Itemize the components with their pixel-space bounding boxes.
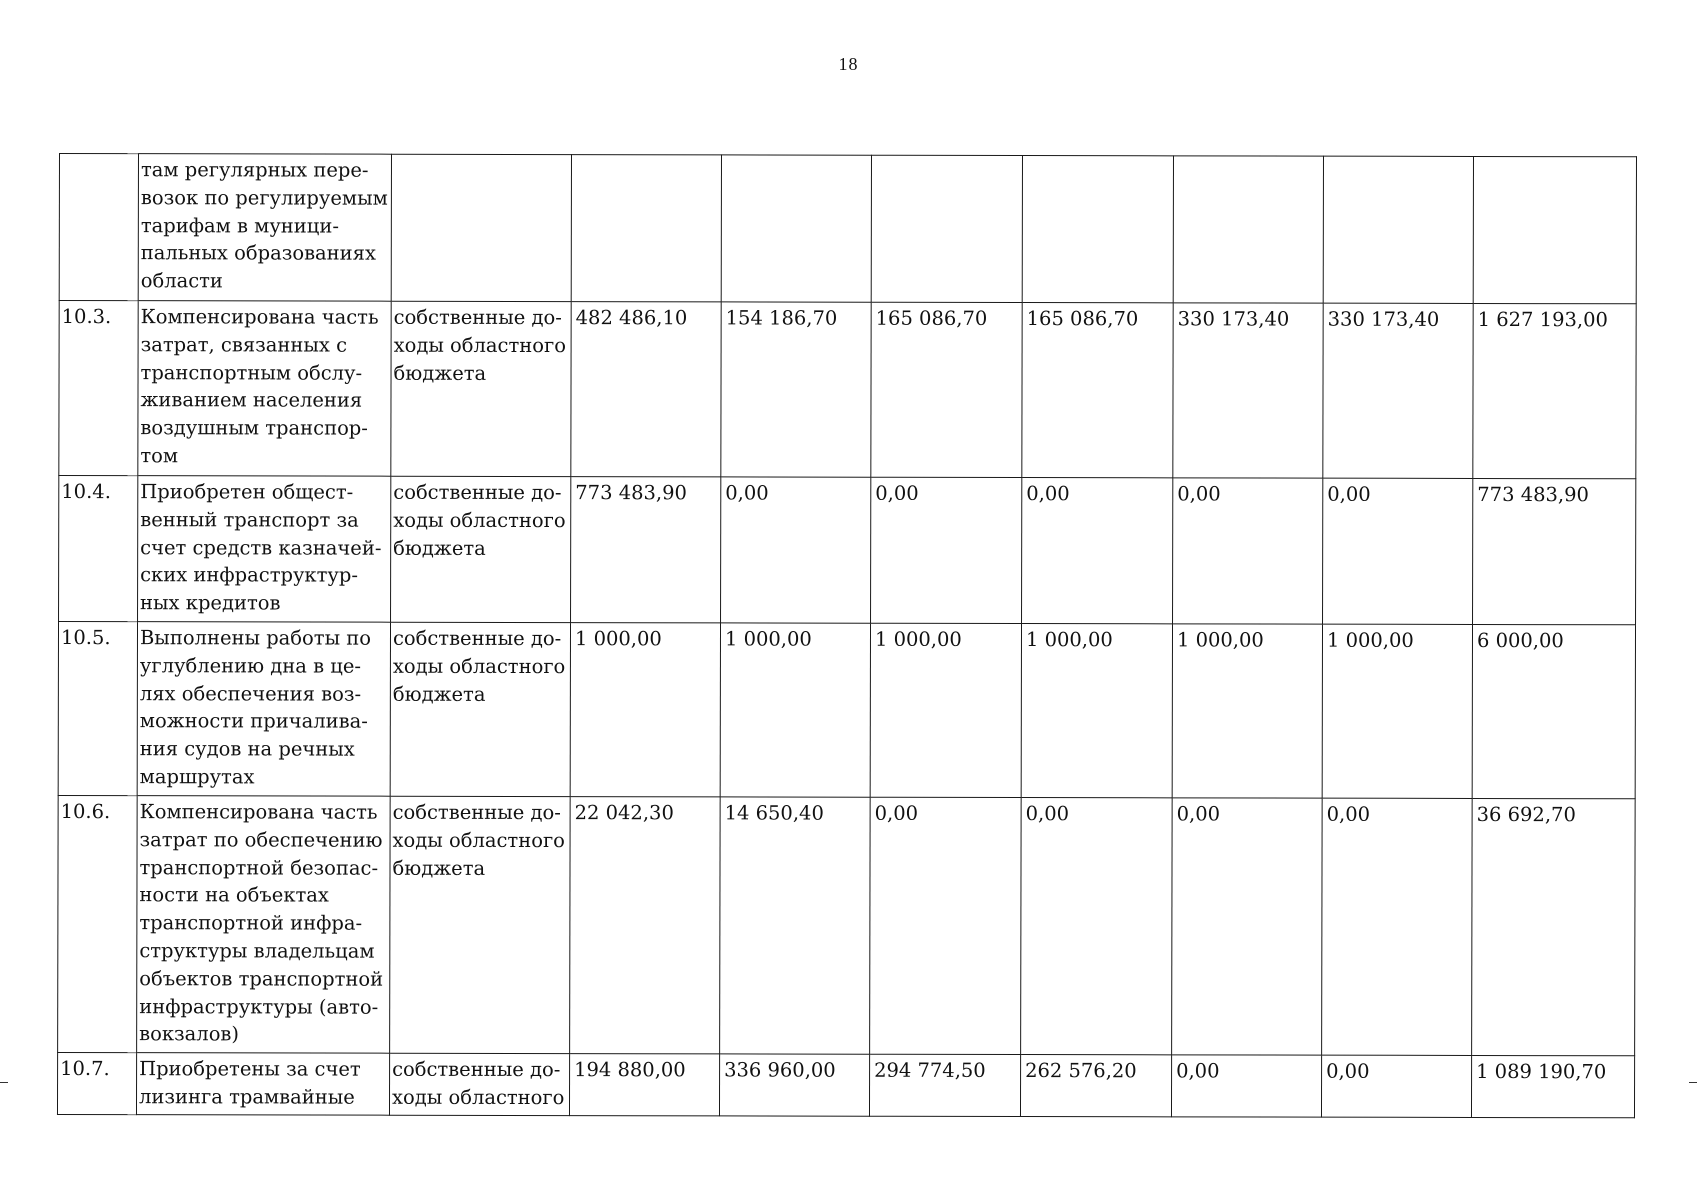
funding-source-line: ходы областного [393, 508, 566, 532]
result-text-line: Компенсирована часть [139, 800, 378, 824]
value-2021-cell: 194 880,00 [569, 1054, 719, 1116]
table-body [57, 154, 1636, 1118]
value-total-cell: 36 692,70 [1472, 798, 1636, 1055]
value-2024-cell: 0,00 [1021, 798, 1173, 1055]
result-text-line: углублению дна в це- [139, 653, 362, 678]
value-2022-cell: 154 186,70 [721, 302, 871, 477]
result-cell [138, 301, 391, 477]
result-text-line: затрат, связанных с [140, 332, 348, 357]
value-2021-cell: 773 483,90 [571, 477, 721, 623]
row-number-cell: 10.4. [59, 476, 138, 622]
value-2026-cell: 330 173,40 [1323, 303, 1473, 478]
funding-source-cell [390, 622, 570, 796]
value-2022-cell: 336 960,00 [719, 1054, 869, 1116]
row-number-cell: 10.3. [59, 301, 138, 476]
value-2023-cell: 165 086,70 [871, 302, 1022, 477]
result-text-line: счет средств казначей- [140, 535, 382, 560]
value-2026-cell: 0,00 [1321, 1055, 1471, 1117]
right-edge-mark [1689, 1082, 1697, 1083]
value-2022-cell: 0,00 [721, 477, 871, 623]
result-text-line: маршрутах [139, 765, 255, 789]
value-2021-cell: 1 000,00 [570, 623, 720, 797]
value-2022-cell [721, 155, 871, 302]
result-text-line: Компенсирована часть [140, 305, 379, 329]
value-total-cell: 773 483,90 [1473, 478, 1636, 624]
result-text-line: объектов транспортной [139, 966, 384, 991]
value-2021-cell: 22 042,30 [570, 797, 721, 1054]
result-text-line: том [140, 444, 179, 468]
result-text-line: вокзалов) [139, 1022, 240, 1046]
result-text-line: транспортным обслу- [140, 360, 363, 385]
result-text-line: тарифам в муници- [140, 213, 339, 238]
result-text-line: ских инфраструктур- [140, 563, 358, 588]
funding-source-line: собственные до- [393, 480, 562, 505]
value-2022-cell: 14 650,40 [720, 797, 871, 1054]
result-text-line: транспортной инфра- [139, 911, 363, 935]
value-2026-cell [1323, 156, 1473, 303]
value-2023-cell: 0,00 [871, 477, 1022, 623]
budget-table [57, 153, 1637, 1118]
funding-source-line: собственные до- [393, 305, 562, 330]
result-text-line: структуры владельцам [139, 939, 375, 963]
result-text-line: там регулярных пере- [140, 158, 369, 182]
funding-source-cell [390, 796, 571, 1053]
funding-source-line: ходы областного [391, 1085, 565, 1109]
result-text-line: живанием населения [140, 388, 363, 413]
funding-source-line: ходы областного [392, 654, 566, 678]
result-text-line: затрат по обеспечению [139, 827, 383, 852]
value-2021-cell [571, 155, 721, 302]
result-text-line: Приобретен общест- [140, 480, 354, 504]
left-edge-mark [0, 1082, 8, 1083]
result-cell [137, 622, 390, 797]
funding-source-line: бюджета [392, 682, 486, 706]
row-number-cell: 10.5. [58, 622, 137, 796]
result-text-line: возок по регулируемым [140, 185, 388, 210]
value-2026-cell: 0,00 [1323, 478, 1473, 624]
result-text-line: инфраструктуры (авто- [139, 994, 379, 1019]
result-cell [138, 476, 391, 623]
result-text-line: ности на объектах [139, 883, 329, 907]
value-total-cell: 6 000,00 [1472, 624, 1635, 798]
value-2026-cell: 0,00 [1322, 798, 1473, 1055]
result-text-line: Приобретены за счет [139, 1057, 361, 1081]
result-text-line: пальных образованиях [140, 241, 377, 266]
value-2023-cell: 294 774,50 [869, 1054, 1020, 1116]
result-cell [137, 796, 391, 1054]
funding-source-cell [391, 301, 571, 476]
result-text-line: лях обеспечения воз- [139, 681, 362, 706]
row-number-cell: 10.6. [58, 795, 138, 1052]
value-2024-cell: 262 576,20 [1020, 1055, 1171, 1117]
row-number-cell [59, 154, 138, 301]
value-total-cell [1473, 156, 1636, 303]
result-text-line: Выполнены работы по [139, 626, 372, 650]
funding-source-line: собственные до- [392, 626, 562, 651]
result-text-line: можности причалива- [139, 709, 368, 734]
value-2026-cell: 1 000,00 [1322, 624, 1472, 798]
result-text-line: венный транспорт за [140, 507, 359, 532]
result-cell [136, 1053, 389, 1116]
funding-source-line: бюджета [393, 361, 487, 385]
value-2025-cell: 0,00 [1172, 798, 1323, 1055]
result-cell [138, 154, 391, 302]
value-2022-cell: 1 000,00 [720, 623, 870, 797]
funding-source-cell [389, 1053, 569, 1115]
value-2023-cell: 1 000,00 [870, 623, 1021, 797]
value-2024-cell: 1 000,00 [1021, 624, 1172, 798]
value-2023-cell: 0,00 [870, 797, 1022, 1054]
value-2025-cell: 0,00 [1173, 478, 1323, 624]
table-row [59, 476, 1636, 625]
table-row [57, 1052, 1634, 1117]
page-number: 18 [838, 54, 859, 74]
row-number-cell: 10.7. [57, 1052, 136, 1114]
funding-source-line: бюджета [393, 536, 486, 560]
table-row [59, 301, 1636, 479]
funding-source-cell [391, 154, 571, 301]
value-total-cell: 1 627 193,00 [1473, 303, 1636, 478]
value-2024-cell: 165 086,70 [1022, 303, 1173, 478]
value-total-cell: 1 089 190,70 [1471, 1055, 1634, 1117]
value-2025-cell [1173, 156, 1323, 303]
result-text-line: ных кредитов [140, 591, 281, 615]
result-text-line: области [140, 269, 223, 293]
funding-source-line: ходы областного [393, 333, 566, 357]
funding-source-line: бюджета [392, 856, 486, 880]
table-row [58, 795, 1636, 1055]
funding-source-cell [391, 476, 571, 622]
funding-source-line: собственные до- [392, 800, 561, 825]
funding-source-line: ходы областного [392, 828, 565, 852]
value-2024-cell: 0,00 [1022, 478, 1173, 624]
funding-source-line: собственные до- [392, 1057, 561, 1082]
result-text-line: воздушным транспор- [140, 416, 368, 440]
budget-table-wrapper [57, 153, 1636, 1118]
value-2025-cell: 1 000,00 [1172, 624, 1322, 798]
value-2023-cell [871, 155, 1022, 302]
value-2021-cell: 482 486,10 [571, 302, 721, 477]
table-row [59, 154, 1636, 304]
result-text-line: лизинга трамвайные [139, 1084, 355, 1109]
table-row [58, 622, 1635, 799]
value-2024-cell [1022, 156, 1173, 303]
value-2025-cell: 330 173,40 [1173, 303, 1323, 478]
result-text-line: ния судов на речных [139, 737, 355, 761]
result-text-line: транспортной безопас- [139, 855, 379, 880]
value-2025-cell: 0,00 [1171, 1055, 1321, 1117]
